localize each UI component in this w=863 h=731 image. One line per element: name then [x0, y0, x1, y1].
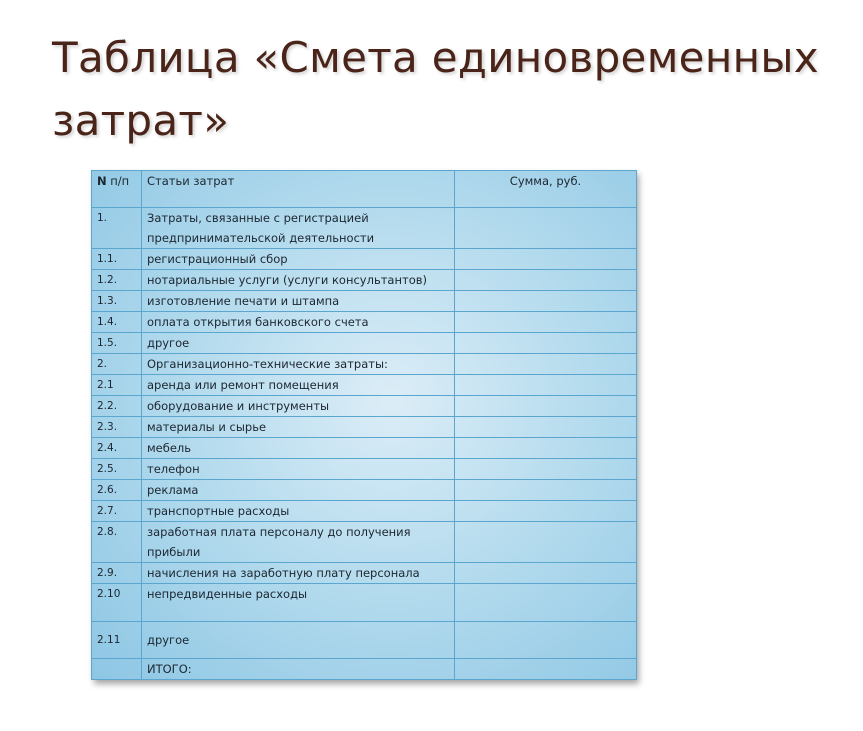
row-item: непредвиденные расходы — [142, 584, 455, 622]
row-sum — [455, 249, 637, 270]
table-row — [92, 622, 637, 659]
row-item: транспортные расходы — [142, 501, 455, 522]
row-num: 2.2. — [92, 396, 142, 417]
row-sum — [455, 354, 637, 375]
row-sum-total — [455, 659, 637, 680]
table-row — [92, 417, 637, 438]
row-sum — [455, 333, 637, 354]
row-item: заработная плата персоналу до получения прибыли — [142, 522, 455, 563]
row-num: 2. — [92, 354, 142, 375]
row-num: 2.6. — [92, 480, 142, 501]
cost-estimate-table-container — [91, 170, 636, 680]
row-num: 2.11 — [92, 622, 142, 659]
table-row — [92, 208, 637, 249]
table-row — [92, 584, 637, 622]
row-sum — [455, 396, 637, 417]
row-item: телефон — [142, 459, 455, 480]
row-item: материалы и сырье — [142, 417, 455, 438]
row-item: аренда или ремонт помещения — [142, 375, 455, 396]
table-row — [92, 501, 637, 522]
row-item: нотариальные услуги (услуги консультантов) — [142, 270, 455, 291]
row-num: 1.5. — [92, 333, 142, 354]
table-row — [92, 522, 637, 563]
row-num: 2.3. — [92, 417, 142, 438]
header-num: N п/п — [92, 171, 142, 208]
row-num: 1.3. — [92, 291, 142, 312]
table-row — [92, 354, 637, 375]
row-sum — [455, 584, 637, 622]
row-sum — [455, 270, 637, 291]
row-num: 1.1. — [92, 249, 142, 270]
row-num: 2.9. — [92, 563, 142, 584]
row-item-total: ИТОГО: — [142, 659, 455, 680]
row-sum — [455, 522, 637, 563]
row-sum — [455, 459, 637, 480]
table-row — [92, 270, 637, 291]
row-item: оборудование и инструменты — [142, 396, 455, 417]
row-num: 2.7. — [92, 501, 142, 522]
row-sum — [455, 563, 637, 584]
table-row — [92, 333, 637, 354]
row-sum — [455, 375, 637, 396]
row-item: оплата открытия банковского счета — [142, 312, 455, 333]
row-item: реклама — [142, 480, 455, 501]
row-sum — [455, 291, 637, 312]
table-row — [92, 375, 637, 396]
row-num: 2.1 — [92, 375, 142, 396]
row-num: 1.2. — [92, 270, 142, 291]
row-item: Организационно-технические затраты: — [142, 354, 455, 375]
row-num: 2.8. — [92, 522, 142, 563]
table-row — [92, 438, 637, 459]
row-sum — [455, 417, 637, 438]
row-num: 2.10 — [92, 584, 142, 622]
row-sum — [455, 622, 637, 659]
row-num — [92, 659, 142, 680]
row-sum — [455, 501, 637, 522]
row-sum — [455, 208, 637, 249]
row-item: другое — [142, 622, 455, 659]
row-num: 2.4. — [92, 438, 142, 459]
slide-title: Таблица «Смета единовременных затрат» — [52, 33, 819, 145]
row-num: 2.5. — [92, 459, 142, 480]
table-row — [92, 480, 637, 501]
table-row — [92, 459, 637, 480]
table-row — [92, 563, 637, 584]
cost-estimate-table — [91, 170, 637, 680]
row-sum — [455, 480, 637, 501]
table-row — [92, 291, 637, 312]
row-num: 1.4. — [92, 312, 142, 333]
row-sum — [455, 312, 637, 333]
row-sum — [455, 438, 637, 459]
table-header-row — [92, 171, 637, 208]
row-item: другое — [142, 333, 455, 354]
row-num: 1. — [92, 208, 142, 249]
table-row — [92, 249, 637, 270]
table-total-row — [92, 659, 637, 680]
row-item: изготовление печати и штампа — [142, 291, 455, 312]
header-sum: Сумма, руб. — [455, 171, 637, 208]
table-row — [92, 396, 637, 417]
table-row — [92, 312, 637, 333]
row-item: начисления на заработную плату персонала — [142, 563, 455, 584]
row-item: регистрационный сбор — [142, 249, 455, 270]
row-item: мебель — [142, 438, 455, 459]
header-item: Статьи затрат — [142, 171, 455, 208]
row-item: Затраты, связанные с регистрацией предпринимательской деятельности — [142, 208, 455, 249]
